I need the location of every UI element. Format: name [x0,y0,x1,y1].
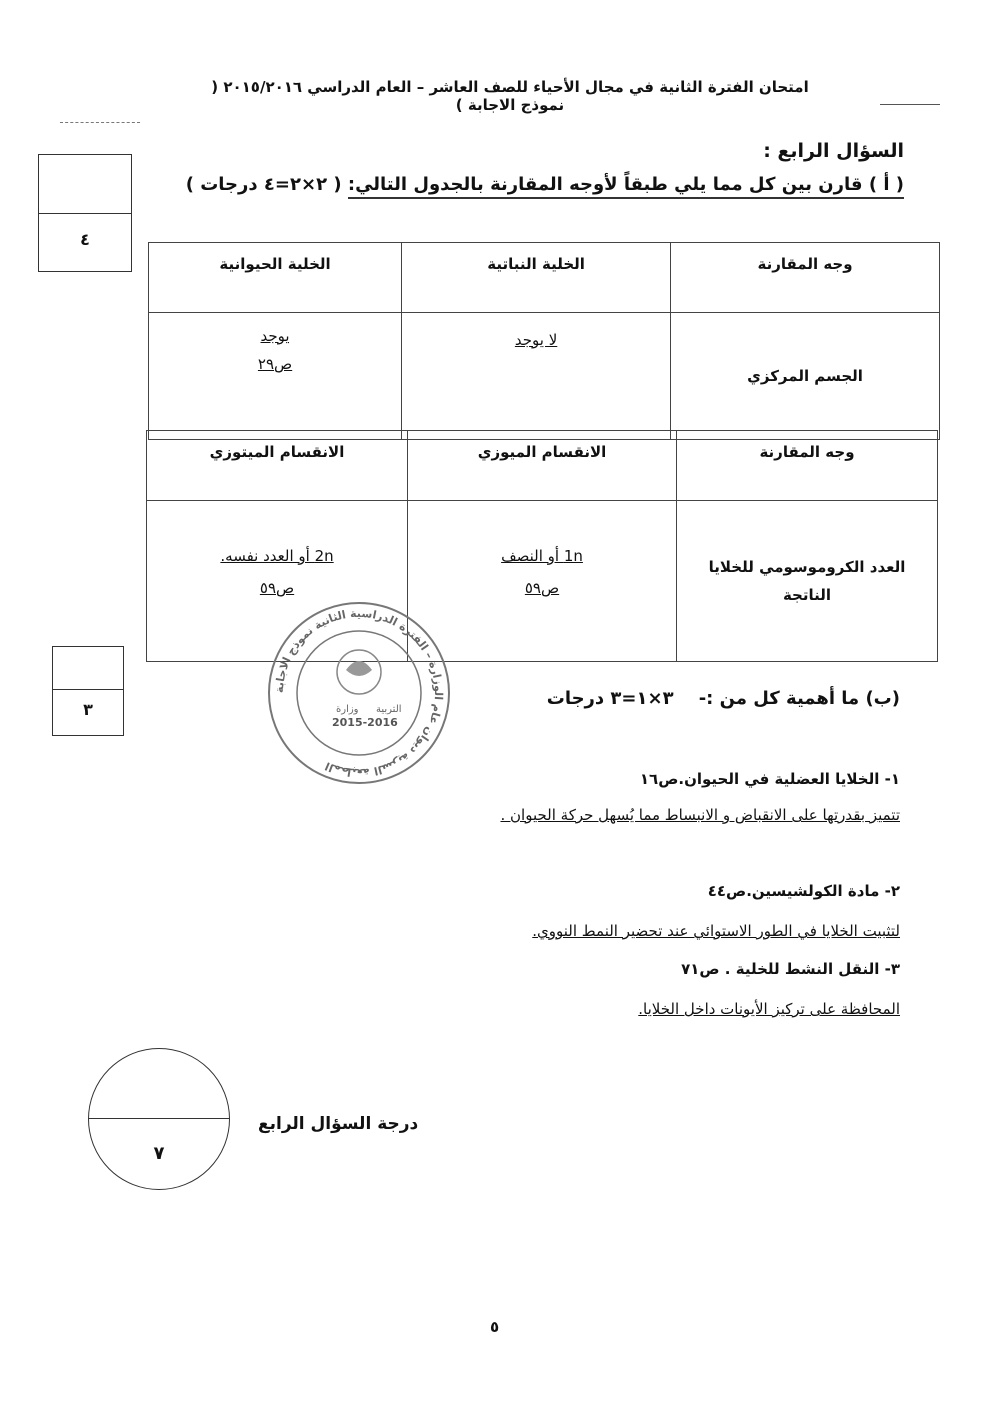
ministry-stamp [266,600,452,786]
comparison-table-2 [146,430,938,662]
table1-header-row [149,243,940,313]
stamp-inner-top: وزارة [336,704,359,715]
header-rule [880,104,940,105]
part-b-label: (ب) ما أهمية كل من :- [698,688,900,709]
table2-header-meiosis: الانقسام الميوزي [408,431,677,501]
table2-row-meiosis-ref: ص٥٩ [524,579,560,597]
item-1-title: ١- الخلايا العضلية في الحيوان.ص١٦ [639,770,900,788]
table1-row-aspect: الجسم المركزي [671,313,940,440]
stamp-outer-text: المطبعة السرية ديوان عام الوزارة – الفترة الدراسية الثانية نموذج الاجابة [272,606,446,780]
score-box-empty [39,155,131,214]
part-a-instruction [186,174,904,195]
header-rule-left [60,122,140,123]
table1-row-plant: لا يوجد [514,331,558,349]
table1-header-animal: الخلية الحيوانية [149,243,402,313]
table1-row [149,313,940,440]
table2-header-mitosis: الانقسام الميتوزي [147,431,408,501]
table2-aspect-cell [676,501,937,662]
part-a-label: ( أ ) قارن بين كل مما يلي طبقاً لأوجه المقارنة بالجدول التالي: [348,174,904,199]
part-a-marks: ( ٢×٢=٤ درجات ) [185,174,342,195]
part-a-score: ٤ [80,230,90,249]
table2-header-row [147,431,938,501]
part-b-marks: ٣×١=٣ درجات [546,688,674,709]
part-b-score-box [52,646,124,736]
table1-plant-cell [402,313,671,440]
total-score: ٧ [153,1143,165,1164]
item-2-title: ٢- مادة الكولشيسين.ص٤٤ [707,882,900,900]
table2-row-meiosis: 1n أو النصف [501,547,583,565]
table2-header-aspect: وجه المقارنة [676,431,937,501]
comparison-table-cells [148,242,940,440]
item-1-answer: تتميز بقدرتها على الانقباض و الانبساط مما يُسهل حركة الحيوان . [500,806,900,824]
table1-animal-cell [149,313,402,440]
score-box-b-empty [53,647,123,690]
table1-row-animal-ref: ص٢٩ [257,355,293,373]
item-2-answer: لتثبيت الخلايا في الطور الاستوائي عند تحضير النمط النووي. [532,922,900,940]
stamp-year: 2015-2016 [332,716,398,729]
item-3-title: ٣- النقل النشط للخلية . ص٧١ [681,960,900,978]
question-title: السؤال الرابع : [763,140,904,162]
item-3-answer: المحافظة على تركيز الأيونات داخل الخلايا. [638,1000,900,1018]
exam-header: امتحان الفترة الثانية في مجال الأحياء للصف العاشر – العام الدراسي ٢٠١٥/٢٠١٦ ( نموذج الاجابة ) [211,78,809,114]
total-score-label: درجة السؤال الرابع [258,1114,419,1134]
table2-row-mitosis: 2n أو العدد نفسه. [220,547,334,565]
table1-header-aspect: وجه المقارنة [671,243,940,313]
table2-row-aspect-line1: العدد الكروموسومي للخلايا [708,557,906,576]
part-a-score-box [38,154,132,272]
table1-header-plant: الخلية النباتية [402,243,671,313]
table2-row-mitosis-ref: ص٥٩ [259,579,295,597]
stamp-inner-bottom: التربية [376,704,402,715]
table2-row-aspect-line2: الناتجة [782,586,832,604]
table1-row-animal: يوجد [260,327,290,345]
page-number: ٥ [490,1318,500,1336]
total-score-circle [88,1048,230,1190]
part-b-instruction [547,688,900,709]
part-b-score: ٣ [83,700,93,719]
circle-divider [89,1118,229,1119]
